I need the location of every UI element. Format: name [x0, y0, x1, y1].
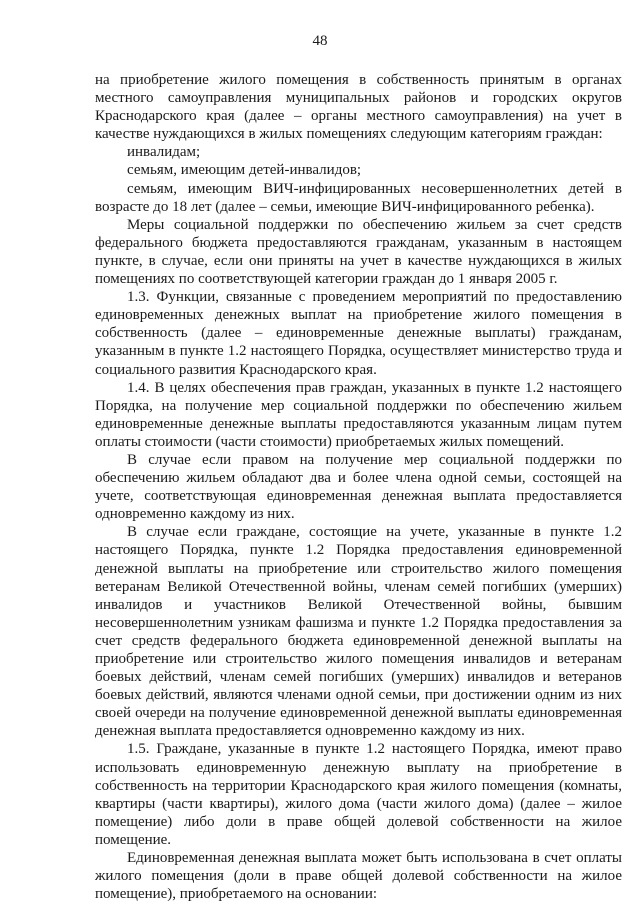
list-item-families-hiv-children: семьям, имеющим ВИЧ-инфицированных несовершеннолетних детей в возрасте до 18 лет (далее – семьи, имеющие ВИЧ-инфицированного ребенка).	[95, 180, 622, 215]
paragraph: Единовременная денежная выплата может быть использована в счет оплаты жилого помещения (доли в праве общей долевой собственности на жилое помещение), приобретаемого на основании:	[95, 850, 622, 903]
document-body	[95, 71, 622, 903]
paragraph: Меры социальной поддержки по обеспечению жильем за счет средств федерального бюджета предоставляются гражданам, указанным в настоящем пункте, в случае, если они приняты на учет в качестве нуждающихся в жилых помещениях по соответствующей категории граждан до 1 января 2005 г.	[95, 216, 622, 288]
paragraph-1-5: 1.5. Граждане, указанные в пункте 1.2 настоящего Порядка, имеют право использовать единовременную денежную выплату на приобретение в собственность на территории Краснодарского края жилого помещения (комнаты, квартиры (части квартиры), жилого дома (части жилого дома) (далее – жилое помещение) либо доли в праве общей долевой собственности на жилое помещение.	[95, 741, 622, 848]
paragraph: на приобретение жилого помещения в собственность принятым в органах местного самоуправления муниципальных районов и городских округов Краснодарского края (далее – органы местного самоуправления) на учет в качестве нуждающихся в жилых помещениях следующим категориям граждан:	[95, 72, 622, 143]
paragraph: В случае если граждане, состоящие на учете, указанные в пункте 1.2 настоящего Порядка, пункте 1.2 Порядка предоставления единовременной денежной выплаты на приобретение или строительство жилого помещения ветеранам Великой Отечественной войны, членам семей погибших (умерших) инвалидов и участников Великой Отечественной войны, бывшим несовершеннолетним узникам фашизма и пункте 1.2 Порядка предоставления за счет средств федерального бюджета единовременной денежной выплаты на приобретение или строительство жилого помещения инвалидов и ветеранам боевых действий, членам семей погибших (умерших) инвалидов и ветеранов боевых действий, являются членами одной семьи, при достижении одним из них своей очереди на получение единовременной денежной выплаты единовременная денежная выплата предоставляется одновременно каждому из них.	[95, 524, 622, 740]
list-item-disabled: инвалидам;	[127, 144, 201, 161]
paragraph: В случае если правом на получение мер социальной поддержки по обеспечению жильем обладают два и более члена одной семьи, состоящей на учете, соответствующая единовременная денежная выплата предоставляется одновременно каждому из них.	[95, 451, 622, 523]
list-item-families-disabled-children: семьям, имеющим детей-инвалидов;	[127, 162, 362, 179]
paragraph-1-4: 1.4. В целях обеспечения прав граждан, указанных в пункте 1.2 настоящего Порядка, на получение мер социальной поддержки по обеспечению жильем единовременные денежные выплаты предоставляются указанным лицам путем оплаты стоимости (части стоимости) приобретаемых жилых помещений.	[95, 379, 622, 450]
page-number: 48	[312, 33, 328, 49]
paragraph-1-3: 1.3. Функции, связанные с проведением мероприятий по предоставлению единовременных денежных выплат на приобретение жилого помещения в собственность (далее – единовременные денежные выплаты) гражданам, указанным в пункте 1.2 настоящего Порядка, осуществляет министерство труда и социального развития Краснодарского края.	[95, 289, 622, 378]
